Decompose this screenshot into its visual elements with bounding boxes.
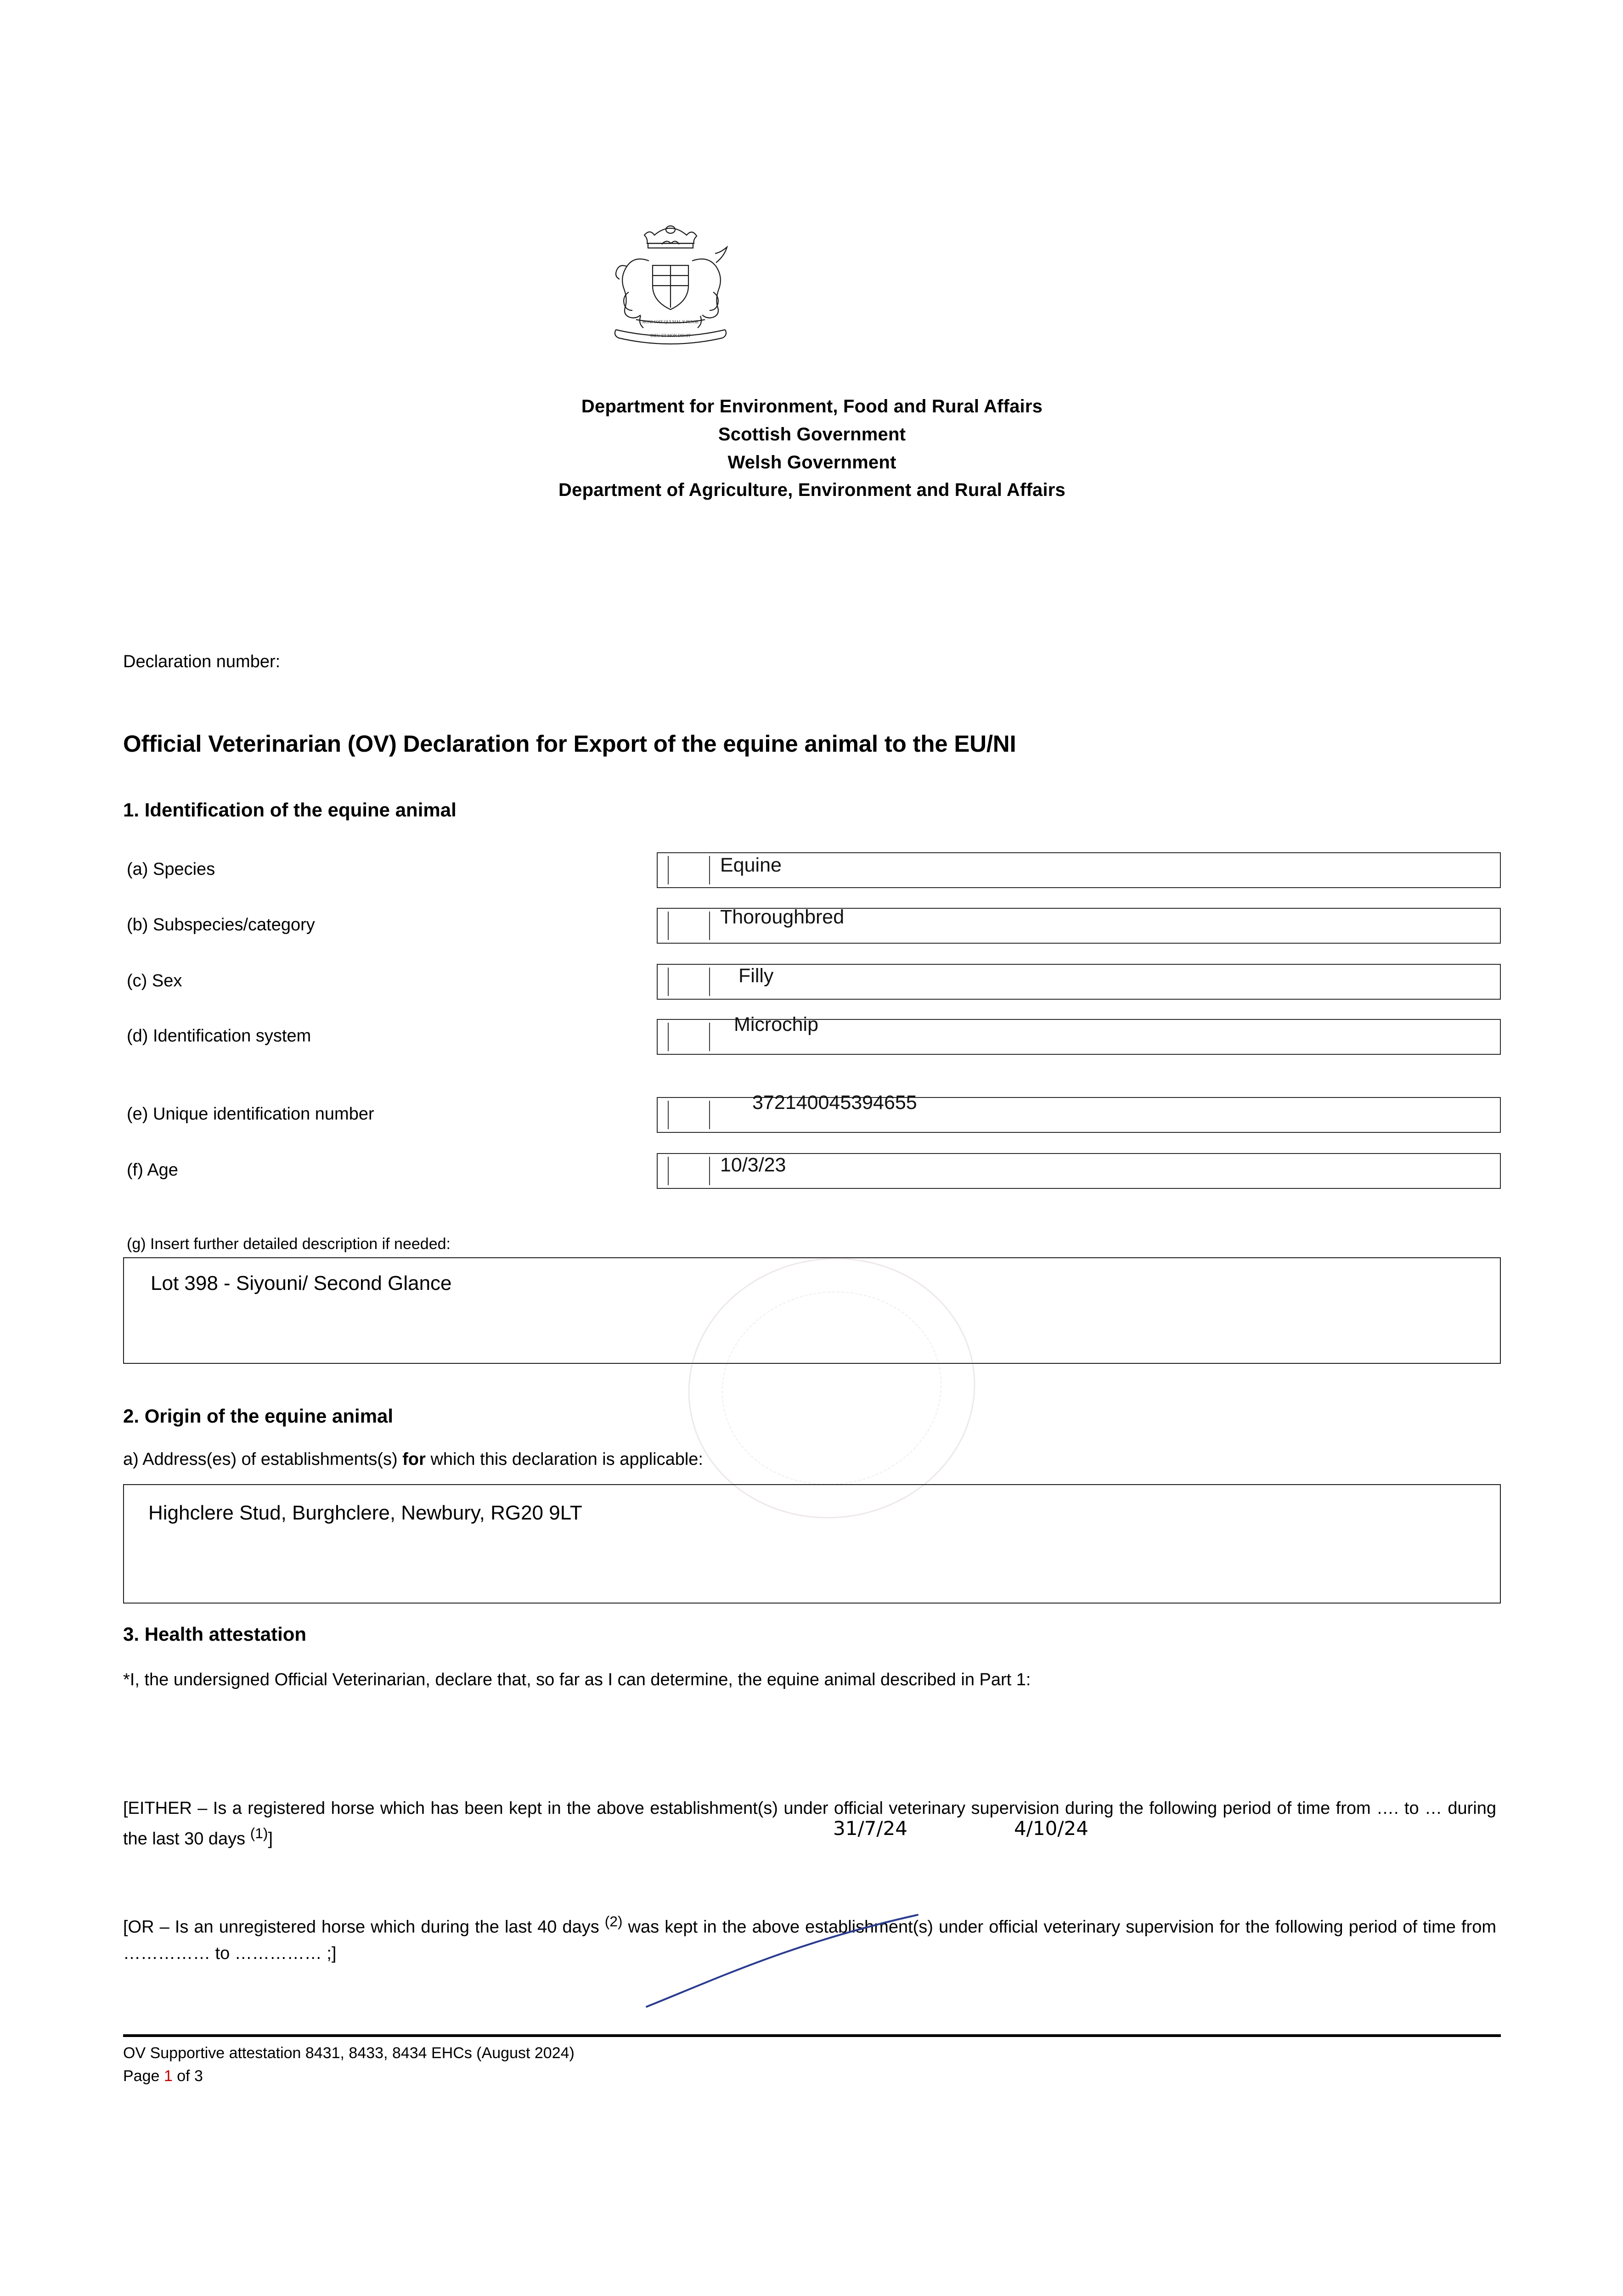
section-2-subheading xyxy=(123,1450,703,1469)
field-tick-right xyxy=(709,912,710,940)
either-dots-1: …. xyxy=(1376,1799,1399,1818)
label-sex: (c) Sex xyxy=(127,971,182,990)
field-tick-left xyxy=(668,856,669,884)
royal-coat-of-arms-icon xyxy=(572,211,769,354)
field-tick-left xyxy=(668,912,669,940)
id-row-identification-system xyxy=(123,1013,1501,1054)
department-line-1: Department for Environment, Food and Rural Affairs xyxy=(581,396,1043,416)
section-2-heading: 2. Origin of the equine animal xyxy=(123,1405,394,1427)
either-text-pre: [EITHER – Is a registered horse which has been kept in the above establishment(s) under official veterinary supervision during the following period of time from xyxy=(123,1799,1376,1818)
section-2-sub-pre: a) Address(es) of establishments(s) xyxy=(123,1450,403,1469)
either-footnote-marker: (1) xyxy=(250,1824,268,1841)
page-number: 1 xyxy=(163,2067,173,2085)
value-unique-identification-number: 372140045394655 xyxy=(752,1092,917,1114)
field-tick-right xyxy=(709,1023,710,1051)
declaration-number-label: Declaration number: xyxy=(123,652,281,671)
value-sex: Filly xyxy=(738,965,774,987)
svg-text:HONI SOIT QUI MAL Y PENSE: HONI SOIT QUI MAL Y PENSE xyxy=(642,320,699,324)
field-tick-right xyxy=(709,1101,710,1129)
page-title: Official Veterinarian (OV) Declaration for Export of the equine animal to the EU/NI xyxy=(123,731,1016,757)
value-species: Equine xyxy=(720,854,782,876)
label-further-description: (g) Insert further detailed description if needed: xyxy=(127,1235,451,1253)
attestation-either xyxy=(123,1795,1496,1852)
field-sex[interactable] xyxy=(657,964,1501,1000)
or-footnote-marker: (2) xyxy=(604,1913,623,1930)
svg-text:DIEU ET MON DROIT: DIEU ET MON DROIT xyxy=(650,333,691,338)
label-unique-identification-number: (e) Unique identification number xyxy=(127,1104,374,1124)
value-identification-system: Microchip xyxy=(734,1013,818,1035)
department-header xyxy=(123,393,1501,504)
value-subspecies: Thoroughbred xyxy=(720,906,845,928)
either-text-post: during the last 30 days xyxy=(123,1799,1496,1849)
label-age: (f) Age xyxy=(127,1160,178,1180)
value-establishment-address: Highclere Stud, Burghclere, Newbury, RG20 9LT xyxy=(148,1502,582,1524)
field-species[interactable] xyxy=(657,852,1501,888)
attestation-or xyxy=(123,1910,1496,1967)
id-row-species xyxy=(123,854,1501,887)
id-row-sex xyxy=(123,965,1501,999)
field-tick-left xyxy=(668,968,669,996)
field-tick-left xyxy=(668,1157,669,1185)
section-1-heading: 1. Identification of the equine animal xyxy=(123,799,456,821)
footer-reference: OV Supportive attestation 8431, 8433, 8434 EHCs (August 2024) xyxy=(123,2044,575,2062)
id-row-unique-identification-number xyxy=(123,1092,1501,1132)
handwritten-date-from: 31/7/24 xyxy=(833,1817,907,1840)
attestation-intro: *I, the undersigned Official Veterinarian, declare that, so far as I can determine, the equine animal described in Part 1: xyxy=(123,1670,1031,1689)
value-age: 10/3/23 xyxy=(720,1154,786,1176)
field-tick-right xyxy=(709,856,710,884)
id-row-subspecies xyxy=(123,906,1501,943)
handwritten-date-to: 4/10/24 xyxy=(1014,1817,1088,1840)
department-line-4: Department of Agriculture, Environment and Rural Affairs xyxy=(558,480,1065,501)
id-row-age xyxy=(123,1154,1501,1188)
footer-divider xyxy=(123,2034,1501,2037)
page-prefix: Page xyxy=(123,2067,164,2085)
value-further-description: Lot 398 - Siyouni/ Second Glance xyxy=(151,1272,452,1294)
department-line-2: Scottish Government xyxy=(718,424,906,445)
department-line-3: Welsh Government xyxy=(727,452,896,473)
field-tick-left xyxy=(668,1023,669,1051)
label-identification-system: (d) Identification system xyxy=(127,1026,311,1046)
field-tick-right xyxy=(709,1157,710,1185)
section-2-sub-post: which this declaration is applicable: xyxy=(425,1450,703,1469)
field-tick-right xyxy=(709,968,710,996)
section-2-sub-bold: for xyxy=(402,1450,426,1469)
page-suffix: of 3 xyxy=(172,2067,203,2085)
section-3-heading: 3. Health attestation xyxy=(123,1623,307,1645)
or-text-post: was kept in the above establishment(s) under official veterinary supervision for the following period of time from …………… to …………… ;] xyxy=(123,1917,1496,1964)
either-dots-2: … xyxy=(1424,1799,1442,1818)
or-text-pre: [OR – Is an unregistered horse which during the last 40 days xyxy=(123,1917,605,1937)
footer-page-indicator xyxy=(123,2067,203,2085)
field-tick-left xyxy=(668,1101,669,1129)
either-text-mid: to xyxy=(1398,1799,1425,1818)
label-subspecies: (b) Subspecies/category xyxy=(127,915,315,934)
either-text-end: ] xyxy=(268,1829,273,1849)
label-species: (a) Species xyxy=(127,860,215,879)
